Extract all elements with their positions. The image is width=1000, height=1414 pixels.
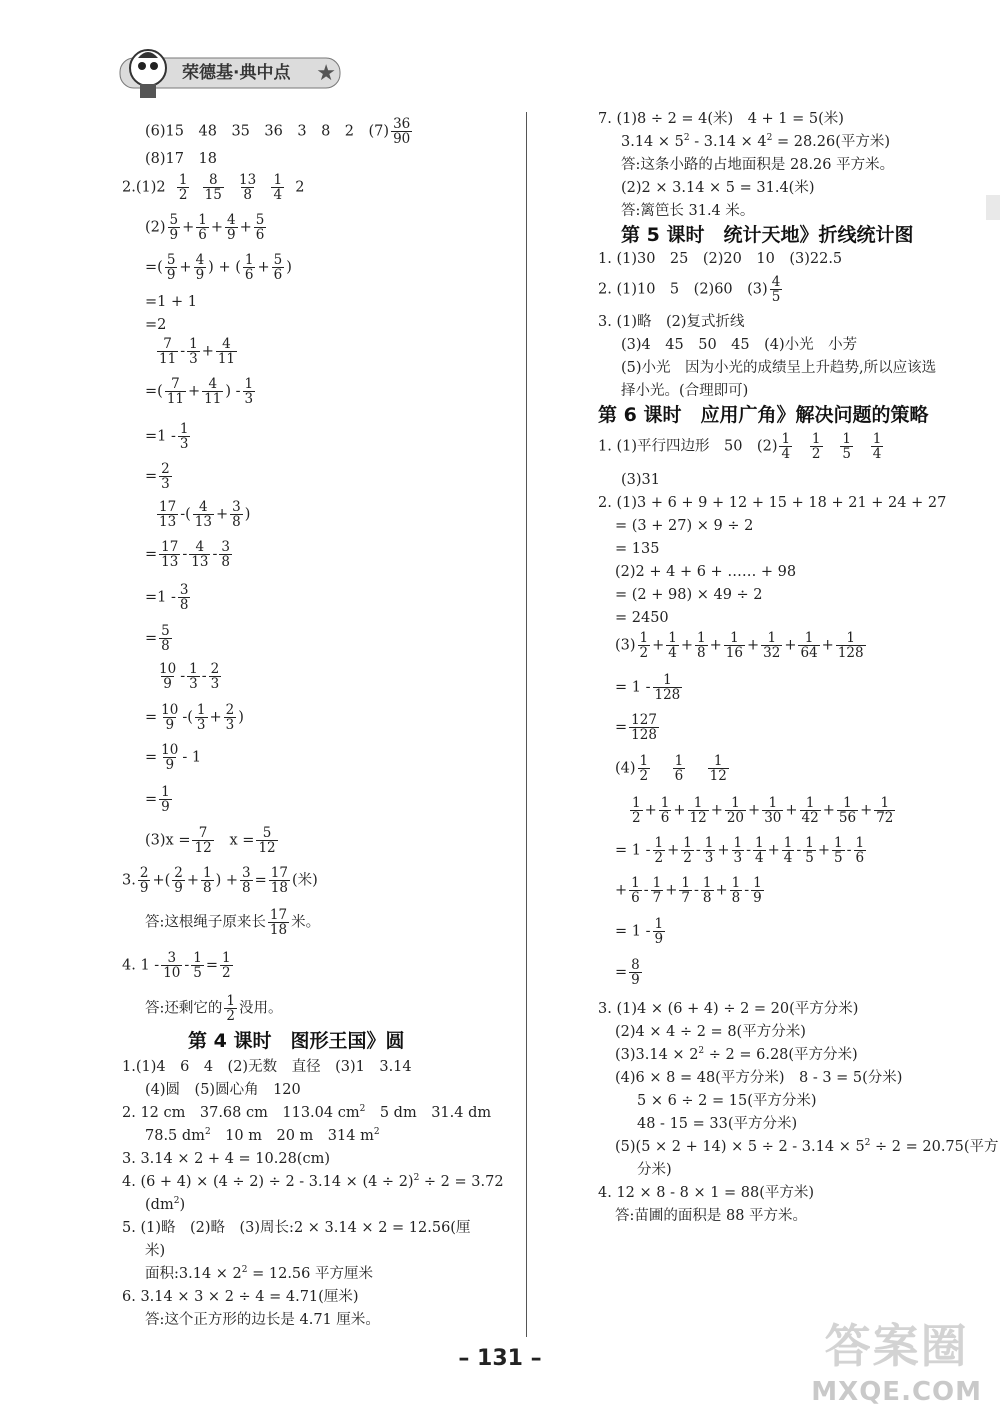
expr-d-step2: = $\frac{10}{9}$ - 1 [145, 742, 202, 774]
r5-q3-5: (5)小光 因为小光的成绩呈上升趋势,所以应该选 [621, 360, 937, 376]
expr-b-result: = $\frac{2}{3}$ [145, 461, 170, 493]
expr-d: $\frac{10}{9}$ - $\frac{1}{3}$ - $\frac{2}{3}$ [159, 661, 220, 693]
page-edge-tab [986, 195, 1000, 220]
r-q7d: (2)2 × 3.14 × 5 = 31.4(米) [621, 180, 815, 196]
r6-q3d: (4)6 × 8 = 48(平方分米) 8 - 3 = 5(分米) [615, 1070, 903, 1086]
r6-q3h: 分米) [637, 1162, 672, 1178]
s4-q4b: $(dm^2)$ [145, 1196, 186, 1213]
section-heading-4: 第 4 课时 图形王国》圆 [188, 1030, 405, 1052]
expr-d-step1: = $\frac{10}{9}$ -( $\frac{1}{3}$ + $\frac{2}{3}$ ) [145, 702, 244, 734]
r6-q2-4-step1: = 1 - $\frac{1}{2}$ + $\frac{1}{2}$ - $\frac{1}{3}$ + $\frac{1}{3}$ - $\frac{1}{4}$ + $\frac{1}{4}$ - $\frac{1}{5}$ + $\frac{1}{5}$ - $\frac{1}{6}$ [615, 835, 865, 867]
r5-q2: 2. (1)10 5 (2)60 (3) $\frac{4}{5}$ [598, 274, 781, 306]
q2-2-expr: (2) $\frac{5}{9}$ + $\frac{1}{6}$ + $\frac{4}{9}$ + $\frac{5}{6}$ [145, 212, 265, 244]
watermark [811, 1318, 982, 1408]
r6-q3f: 48 - 15 = 33(平方分米) [637, 1116, 798, 1132]
expr-c: $\frac{17}{13}$ -( $\frac{4}{13}$ + $\frac{3}{8}$ ) [159, 499, 251, 531]
expr-c-step1: = $\frac{17}{13}$ - $\frac{4}{13}$ - $\frac{3}{8}$ [145, 539, 230, 571]
q3: 3. $\frac{2}{9}$ +( $\frac{2}{9}$ + $\frac{1}{8}$ ) + $\frac{3}{8}$ = $\frac{17}{18}$ (米) [122, 865, 318, 897]
r5-q3-5b: 择小光。(合理即可) [621, 383, 749, 399]
r6-q2a: 2. (1)3 + 6 + 9 + 12 + 15 + 18 + 21 + 24 + 27 [598, 495, 947, 511]
s4-q6a: 6. 3.14 × 3 × 2 ÷ 4 = 4.71(厘米) [122, 1289, 359, 1305]
r-q7b: $3.14 \times 5^2 - 3.14 \times 4^2 = 28.26$(平方米) [621, 133, 891, 150]
header-logo [110, 40, 350, 106]
r6-q2d: (2)2 + 4 + 6 + …… + 98 [615, 564, 797, 580]
r5-q3-3: (3)4 45 50 45 (4)小光 小芳 [621, 337, 858, 353]
r6-q2-3-step: = 1 - $\frac{1}{128}$ [615, 672, 681, 704]
s4-q2a: 2. 12 cm 37.68 cm 113.04 $cm^2$ 5 dm 31.4 dm [122, 1104, 492, 1121]
r6-q2b: = (3 + 27) × 9 ÷ 2 [615, 518, 754, 534]
r6-q2-4-result: = $\frac{8}{9}$ [615, 957, 640, 989]
logo-text: 荣德基·典中点 [182, 63, 291, 83]
s4-q5c: 面积:3.14 × $2^2 = 12.56$ 平方厘米 [145, 1265, 373, 1282]
column-divider [526, 112, 527, 1337]
s4-q1b: (4)圆 (5)圆心角 120 [145, 1082, 301, 1098]
r6-q2f: = 2450 [615, 610, 669, 626]
r-q7a: 7. (1)8 ÷ 2 = 4(米) 4 + 1 = 5(米) [598, 111, 844, 127]
r6-q2-4-step2: + $\frac{1}{6}$ - $\frac{1}{7}$ + $\frac{1}{7}$ - $\frac{1}{8}$ + $\frac{1}{8}$ - $\frac{1}{9}$ [615, 875, 762, 907]
q2-3: (3)x = $\frac{7}{12}$ x = $\frac{5}{12}$ [145, 825, 276, 857]
expr-c-result: = $\frac{5}{8}$ [145, 623, 170, 655]
watermark-logo: 答案圈 [824, 1319, 969, 1373]
s4-q6b: 答:这个正方形的边长是 4.71 厘米。 [145, 1312, 380, 1328]
r6-q2-4: (4) $\frac{1}{2}$ $\frac{1}{6}$ $\frac{1}{12}$ [615, 753, 727, 785]
svg-text:★: ★ [316, 61, 336, 86]
r6-q2-4-step3: = 1 - $\frac{1}{9}$ [615, 916, 664, 948]
s4-q1a: 1.(1)4 6 4 (2)无数 直径 (3)1 3.14 [122, 1059, 412, 1075]
r6-q4b: 答:苗圃的面积是 88 平方米。 [615, 1208, 808, 1224]
expr-b-step2: =1 - $\frac{1}{3}$ [145, 421, 189, 453]
r6-q3c: $(3)3.14 \times 2^2 \div 2 = 6.28$(平方分米) [615, 1046, 858, 1063]
r6-q4a: 4. 12 × 8 - 8 × 1 = 88(平方米) [598, 1185, 815, 1201]
section-heading-6: 第 6 课时 应用广角》解决问题的策略 [598, 404, 929, 426]
r-q7c: 答:这条小路的占地面积是 28.26 平方米。 [621, 157, 895, 173]
r6-q2e: = (2 + 98) × 49 ÷ 2 [615, 587, 763, 603]
r6-q2c: = 135 [615, 541, 660, 557]
r6-q2-3: (3) $\frac{1}{2}$ + $\frac{1}{4}$ + $\frac{1}{8}$ + $\frac{1}{16}$ + $\frac{1}{32}$ + $\frac{1}{64}$ + $\frac{1}{128}$ [615, 630, 864, 662]
s4-q5a: 5. (1)略 (2)略 (3)周长:2 × 3.14 × 2 = 12.56(厘 [122, 1220, 471, 1236]
r6-q1: 1. (1)平行四边形 50 (2) $\frac{1}{4}$ $\frac{1}{2}$ $\frac{1}{5}$ $\frac{1}{4}$ [598, 431, 882, 463]
q2-2-step2: =1 + 1 [145, 294, 197, 310]
expr-c-step2: =1 - $\frac{3}{8}$ [145, 582, 189, 614]
r6-q3a: 3. (1)4 × (6 + 4) ÷ 2 = 20(平方分米) [598, 1001, 859, 1017]
r6-q1-3: (3)31 [621, 472, 660, 488]
r5-q1: 1. (1)30 25 (2)20 10 (3)22.5 [598, 251, 843, 267]
s4-q3: 3. 3.14 × 2 + 4 = 10.28(cm) [122, 1151, 330, 1167]
q3-answer: 答:这根绳子原来长 $\frac{17}{18}$ 米。 [145, 907, 321, 939]
watermark-url: MXQE.COM [811, 1376, 982, 1407]
s4-q5b: 米) [145, 1243, 166, 1259]
s4-q4a: 4. $(6 + 4) \times (4 \div 2) \div 2 - 3.14 \times (4 \div 2)^2 \div 2 = 3.72$ [122, 1173, 504, 1190]
q4: 4. 1 - $\frac{3}{10}$ - $\frac{1}{5}$ = $\frac{1}{2}$ [122, 950, 231, 982]
page-number: – 131 – [458, 1346, 542, 1371]
r6-q2-4-expr: $\frac{1}{2}$ + $\frac{1}{6}$ + $\frac{1}{12}$ + $\frac{1}{20}$ + $\frac{1}{30}$ + $\frac{1}{42}$ + $\frac{1}{56}$ + $\frac{1}{72}$ [632, 795, 894, 827]
expr-b: $\frac{7}{11}$ - $\frac{1}{3}$ + $\frac{4}{11}$ [159, 336, 236, 368]
r-q7e: 答:篱笆长 31.4 米。 [621, 203, 755, 219]
expr-b-step1: =( $\frac{7}{11}$ + $\frac{4}{11}$ ) - $\frac{1}{3}$ [145, 376, 254, 408]
expr-d-result: = $\frac{1}{9}$ [145, 784, 170, 816]
q2-2-step1: =( $\frac{5}{9}$ + $\frac{4}{9}$ ) + ( $\frac{1}{6}$ + $\frac{5}{6}$ ) [145, 252, 292, 284]
line-8: (8)17 18 [145, 151, 217, 167]
q4-answer: 答:还剩它的 $\frac{1}{2}$ 没用。 [145, 993, 283, 1025]
r5-q3: 3. (1)略 (2)复式折线 [598, 314, 745, 330]
r6-q3b: (2)4 × 4 ÷ 2 = 8(平方分米) [615, 1024, 806, 1040]
s4-q2b: 78.5 $dm^2$ 10 m 20 m 314 $m^2$ [145, 1127, 380, 1144]
q2-1: 2.(1)2 $\frac{1}{2}$ $\frac{8}{15}$ $\frac{13}{8}$ $\frac{1}{4}$ 2 [122, 172, 305, 204]
line-6-7: (6)15 48 35 36 3 8 2 (7) $\frac{36}{90}$ [145, 116, 411, 148]
section-heading-5: 第 5 课时 统计天地》折线统计图 [621, 224, 914, 246]
r6-q3e: 5 × 6 ÷ 2 = 15(平方分米) [637, 1093, 817, 1109]
r6-q2-3-result: = $\frac{127}{128}$ [615, 712, 657, 744]
q2-2-result: =2 [145, 317, 167, 333]
r6-q3g: $(5)(5 \times 2 + 14) \times 5 \div 2 - 3.14 \times 5^2 \div 2 = 20.75$(平方 [615, 1138, 999, 1155]
